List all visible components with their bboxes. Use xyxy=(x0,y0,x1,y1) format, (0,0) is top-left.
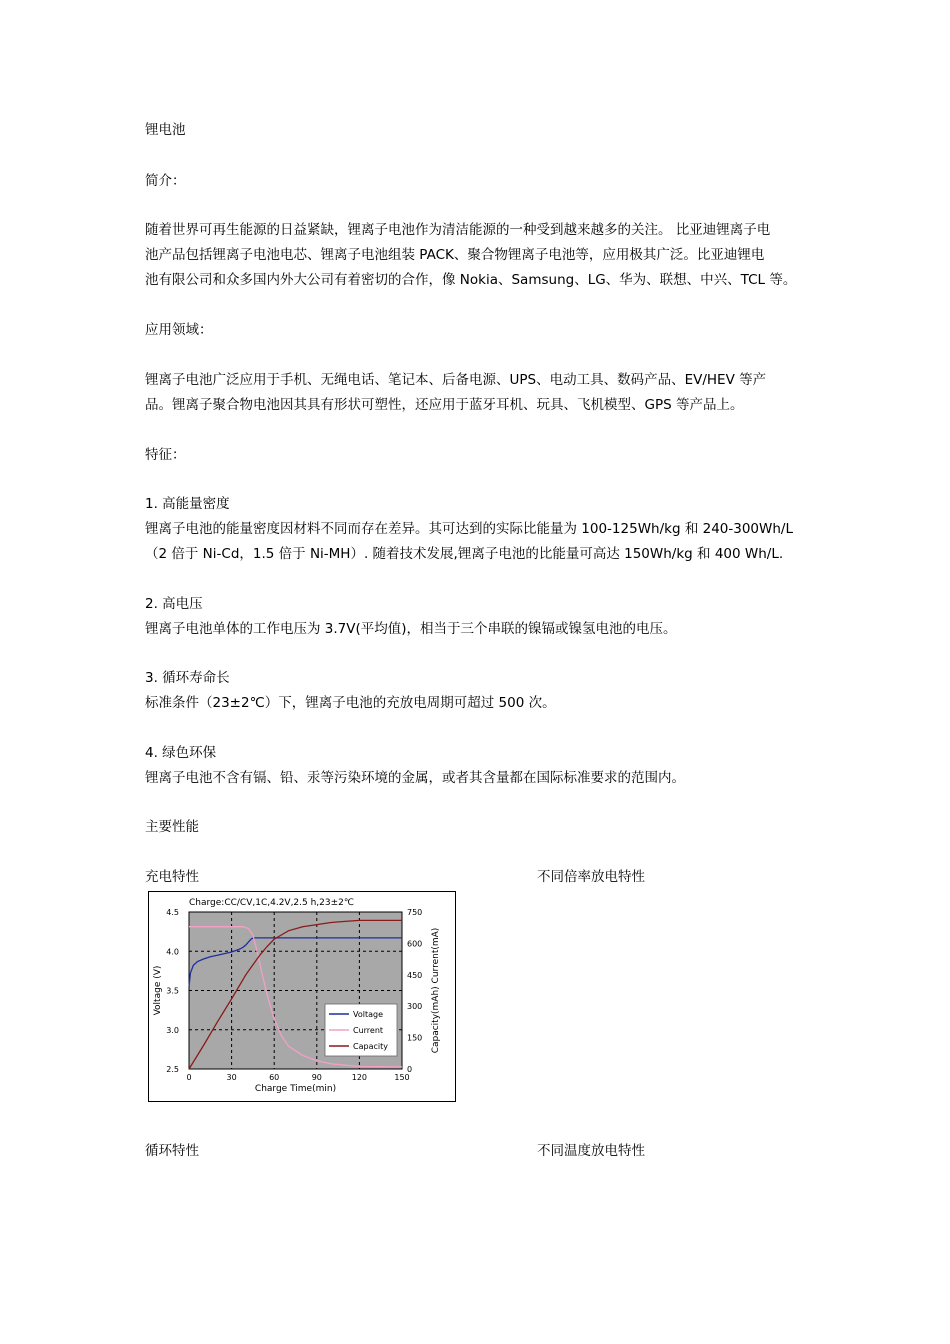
chart-svg xyxy=(149,892,455,1101)
x-tick-label: 90 xyxy=(311,1073,322,1082)
y-tick-label: 3.0 xyxy=(166,1025,179,1035)
performance-heading: 主要性能 xyxy=(145,819,199,835)
doc-title: 锂电池 xyxy=(145,122,186,138)
temperature-discharge-label: 不同温度放电特性 xyxy=(537,1143,645,1159)
cycle-characteristics-label: 循环特性 xyxy=(145,1143,199,1159)
feature-3-title: 3. 循环寿命长 xyxy=(145,670,230,686)
feature-2-line: 锂离子电池单体的工作电压为 3.7V(平均值)，相当于三个串联的镍镉或镍氢电池的电压。 xyxy=(145,621,677,637)
y2-tick-label: 450 xyxy=(407,970,423,980)
feature-2-title: 2. 高电压 xyxy=(145,596,203,612)
legend-label-voltage: Voltage xyxy=(353,1010,384,1019)
y2-tick-label: 750 xyxy=(407,908,423,917)
feature-4-line: 锂离子电池不含有镉、铅、汞等污染环境的金属，或者其含量都在国际标准要求的范围内。 xyxy=(145,770,685,786)
x-tick-label: 150 xyxy=(394,1073,410,1082)
application-heading: 应用领域： xyxy=(145,322,213,338)
y2-tick-label: 150 xyxy=(407,1033,423,1043)
charge-characteristics-label: 充电特性 xyxy=(145,869,199,885)
feature-1-title: 1. 高能量密度 xyxy=(145,496,230,512)
y-tick-label: 3.5 xyxy=(166,986,179,996)
x-tick-label: 120 xyxy=(351,1073,368,1082)
feature-1-line: （2 倍于 Ni-Cd，1.5 倍于 Ni-MH）. 随着技术发展,锂离子电池的比能量可高达 150Wh/kg 和 400 Wh/L. xyxy=(145,546,784,562)
rate-discharge-label: 不同倍率放电特性 xyxy=(537,869,645,885)
y2-axis-label: Capacity(mAh) Current(mA) xyxy=(431,927,441,1054)
y-tick-label: 4.0 xyxy=(166,947,179,957)
intro-heading: 简介： xyxy=(145,173,186,189)
y-tick-label: 2.5 xyxy=(166,1065,179,1074)
y-axis-label: Voltage (V) xyxy=(153,965,163,1016)
intro-line: 池有限公司和众多国内外大公司有着密切的合作，像 Nokia、Samsung、LG、华为、联想、中兴、TCL 等。 xyxy=(145,272,797,288)
feature-1-line: 锂离子电池的能量密度因材料不同而存在差异。其可达到的实际比能量为 100-125Wh/kg 和 240-300Wh/L xyxy=(145,521,793,537)
feature-4-title: 4. 绿色环保 xyxy=(145,745,217,761)
x-axis-label: Charge Time(min) xyxy=(254,1084,337,1094)
x-tick-label: 60 xyxy=(269,1073,280,1082)
y2-tick-label: 300 xyxy=(407,1002,423,1012)
charge-characteristics-chart xyxy=(148,891,456,1102)
intro-line: 随着世界可再生能源的日益紧缺，锂离子电池作为清洁能源的一种受到越来越多的关注。 比亚迪锂离子电 xyxy=(145,222,771,238)
y2-tick-label: 0 xyxy=(407,1065,413,1074)
legend-label-capacity: Capacity xyxy=(353,1042,388,1051)
chart-title: Charge:CC/CV,1C,4.2V,2.5 h,23±2℃ xyxy=(189,898,354,908)
legend-label-current: Current xyxy=(353,1026,384,1035)
application-line: 锂离子电池广泛应用于手机、无绳电话、笔记本、后备电源、UPS、电动工具、数码产品、EV/HEV 等产 xyxy=(145,372,767,388)
x-tick-label: 30 xyxy=(226,1073,237,1082)
features-heading: 特征： xyxy=(145,447,186,463)
y2-tick-label: 600 xyxy=(407,939,423,949)
intro-line: 池产品包括锂离子电池电芯、锂离子电池组装 PACK、聚合物锂离子电池等，应用极其广泛。比亚迪锂电 xyxy=(145,247,765,263)
legend xyxy=(325,1004,397,1056)
feature-3-line: 标准条件（23±2℃）下，锂离子电池的充放电周期可超过 500 次。 xyxy=(145,695,556,711)
application-line: 品。锂离子聚合物电池因其具有形状可塑性，还应用于蓝牙耳机、玩具、飞机模型、GPS 等产品上。 xyxy=(145,397,744,413)
y-tick-label: 4.5 xyxy=(166,908,179,917)
x-tick-label: 0 xyxy=(186,1073,192,1082)
